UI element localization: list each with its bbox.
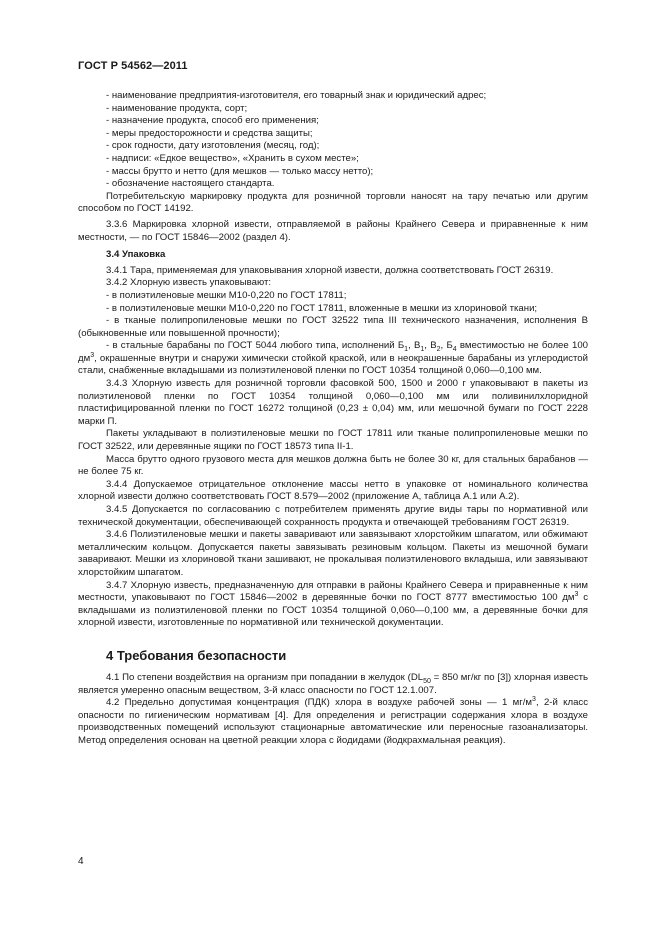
list-item: - меры предосторожности и средства защиты; (106, 127, 313, 139)
clause-3-4-3: 3.4.3 Хлорную известь для розничной торговли фасовкой 500, 1500 и 2000 г упаковывают в пакеты из полиэтиленовой пленки по ГОСТ 10354 толщиной 0,060—0,100 мм или поливинилхлоридной пластифицированной пленки по ГОСТ 16272 толщиной (0,23 ± 0,04) мм, или мешочной бумаги по ГОСТ 2228 марки П. (78, 378, 588, 427)
list-item: - надписи: «Едкое вещество», «Хранить в сухом месте»; (106, 152, 359, 164)
clause-subscript: 50 (423, 677, 431, 685)
clause-4-1 (78, 672, 588, 697)
list-item: - срок годности, дату изготовления (месяц, год); (106, 140, 320, 152)
clause-text: 3.4.7 Хлорную известь, предназначенную для отправки в районы Крайнего Севера и приравненные к ним местности, упаковывают по ГОСТ 15846—2002 в деревянные бочки по ГОСТ 8777 вместимостью 100 дм (78, 579, 588, 604)
section-title-4: 4 Требования безопасности (106, 647, 287, 663)
clause-3-4-2-intro: 3.4.2 Хлорную известь упаковывают: (106, 277, 272, 289)
clause-3-4-5: 3.4.5 Допускается по согласованию с потребителем применять другие виды тары по нормативной или технической документации, обеспечивающей сохранность продукта и отвечающей требованиям ГОСТ 26319. (78, 504, 588, 528)
list-item: - наименование продукта, сорт; (106, 102, 248, 114)
gross-mass-paragraph: Масса брутто одного грузового места для мешков должна быть не более 30 кг, для стальных барабанов — не более 75 кг. (78, 453, 588, 478)
drums-text: , В (408, 340, 421, 352)
packaging-list-item: - в полиэтиленовые мешки М10-0,220 по ГОСТ 17811, вложенные в мешки из хлориновой ткани; (106, 302, 538, 314)
packaging-list-item: - в тканые полипропиленовые мешки по ГОСТ 32522 типа III технического назначения, исполнения В (обыкновенные или повышенной прочности); (78, 315, 588, 339)
drums-text: , Б (440, 340, 453, 352)
packaging-list-item-drums (78, 340, 588, 378)
drums-text: вместимостью не более 100 дм (78, 340, 588, 364)
subsection-title-3-4: 3.4 Упаковка (106, 249, 166, 261)
drums-text: , В (424, 340, 437, 352)
clause-3-4-1: 3.4.1 Тара, применяемая для упаковывания хлорной извести, должна соответствовать ГОСТ 26319. (106, 264, 554, 276)
clause-superscript: 3 (574, 590, 579, 598)
list-item: - массы брутто и нетто (для мешков — только массу нетто); (106, 165, 374, 177)
page-number: 4 (78, 856, 84, 867)
drums-subscript: 4 (452, 346, 457, 354)
clause-text: 4.2 Предельно допустимая концентрация (ПДК) хлора в воздухе рабочей зоны — 1 мг/м (106, 697, 533, 709)
page-content (78, 90, 588, 748)
clause-text: = 850 мг/кг по [3]) хлорная известь является умеренно опасным веществом, 3-й класс опасности по ГОСТ 12.1.007. (78, 671, 589, 696)
list-item: - назначение продукта, способ его применения; (106, 115, 319, 127)
drums-subscript: 2 (436, 346, 441, 354)
clause-text: 4.1 По степени воздействия на организм при попадании в желудок (DL (106, 671, 424, 683)
clause-3-4-4: 3.4.4 Допускаемое отрицательное отклонение массы нетто в упаковке от номинального количества хлорной извести должно соответствовать ГОСТ 8.579—2002 (приложение А, таблица А.1 или А.2). (78, 478, 588, 503)
drums-text: , окрашенные внутри и снаружи химически стойкой краской, или в неокрашенные барабаны из углеродистой стали, снабженные вкладышами из полиэтиленовой пленки по ГОСТ 10354 толщиной 0,060—0,100 мм. (78, 352, 588, 377)
clause-3-4-7 (78, 580, 588, 630)
packets-paragraph: Пакеты укладывают в полиэтиленовые мешки по ГОСТ 17811 или тканые полипропиленовые мешки по ГОСТ 32522, или деревянные ящики по ГОСТ 18573 типа II-1. (78, 428, 588, 453)
drums-subscript: 1 (404, 346, 409, 354)
clause-superscript: 3 (532, 695, 536, 703)
drums-text: - в стальные барабаны по ГОСТ 5044 любого типа, исполнений Б (106, 340, 405, 352)
packaging-list-item: - в полиэтиленовые мешки М10-0,220 по ГОСТ 17811; (106, 289, 347, 301)
clause-text: , 2-й класс опасности по гигиеническим нормативам [4]. Для определения и регистрации содержания хлора в воздухе производственных помещений используют стационарные автоматические или переносные газоанализаторы. Метод определения основан на цветной реакции хлора с йодидами (йодкрахмальная реакция). (78, 697, 588, 746)
list-item: - обозначение настоящего стандарта. (106, 178, 275, 190)
drums-superscript: 3 (90, 351, 95, 359)
standard-header: ГОСТ Р 54562—2011 (78, 60, 188, 72)
drums-subscript: 1 (420, 346, 425, 354)
clause-3-4-6: 3.4.6 Полиэтиленовые мешки и пакеты заваривают или завязывают хлорстойким шпагатом, или обжимают металлическим кольцом. Допускается пакеты завязывать резиновым кольцом. Пакеты из мешочной бумаги заваривают. Мешки из хлориновой ткани зашивают, не прокалывая полиэтиленового вкладыша, или завязывают хлорстойким шпагатом. (78, 529, 588, 578)
clause-text: с вкладышами из полиэтиленовой пленки по ГОСТ 10354 толщиной 0,060—0,100 мм, а деревянные бочки для хлорной извести, изготовленные по нормативной или технической документации. (78, 592, 588, 629)
list-item: - наименование предприятия-изготовителя, его товарный знак и юридический адрес; (106, 90, 487, 101)
clause-4-2 (78, 697, 588, 747)
clause-3-3-6: 3.3.6 Маркировка хлорной извести, отправляемой в районы Крайнего Севера и приравненные к ним местности, — по ГОСТ 15846—2002 (раздел 4). (78, 218, 588, 243)
retail-marking-paragraph: Потребительскую маркировку продукта для розничной торговли наносят на тару печатью или другим способом по ГОСТ 14192. (78, 190, 588, 215)
